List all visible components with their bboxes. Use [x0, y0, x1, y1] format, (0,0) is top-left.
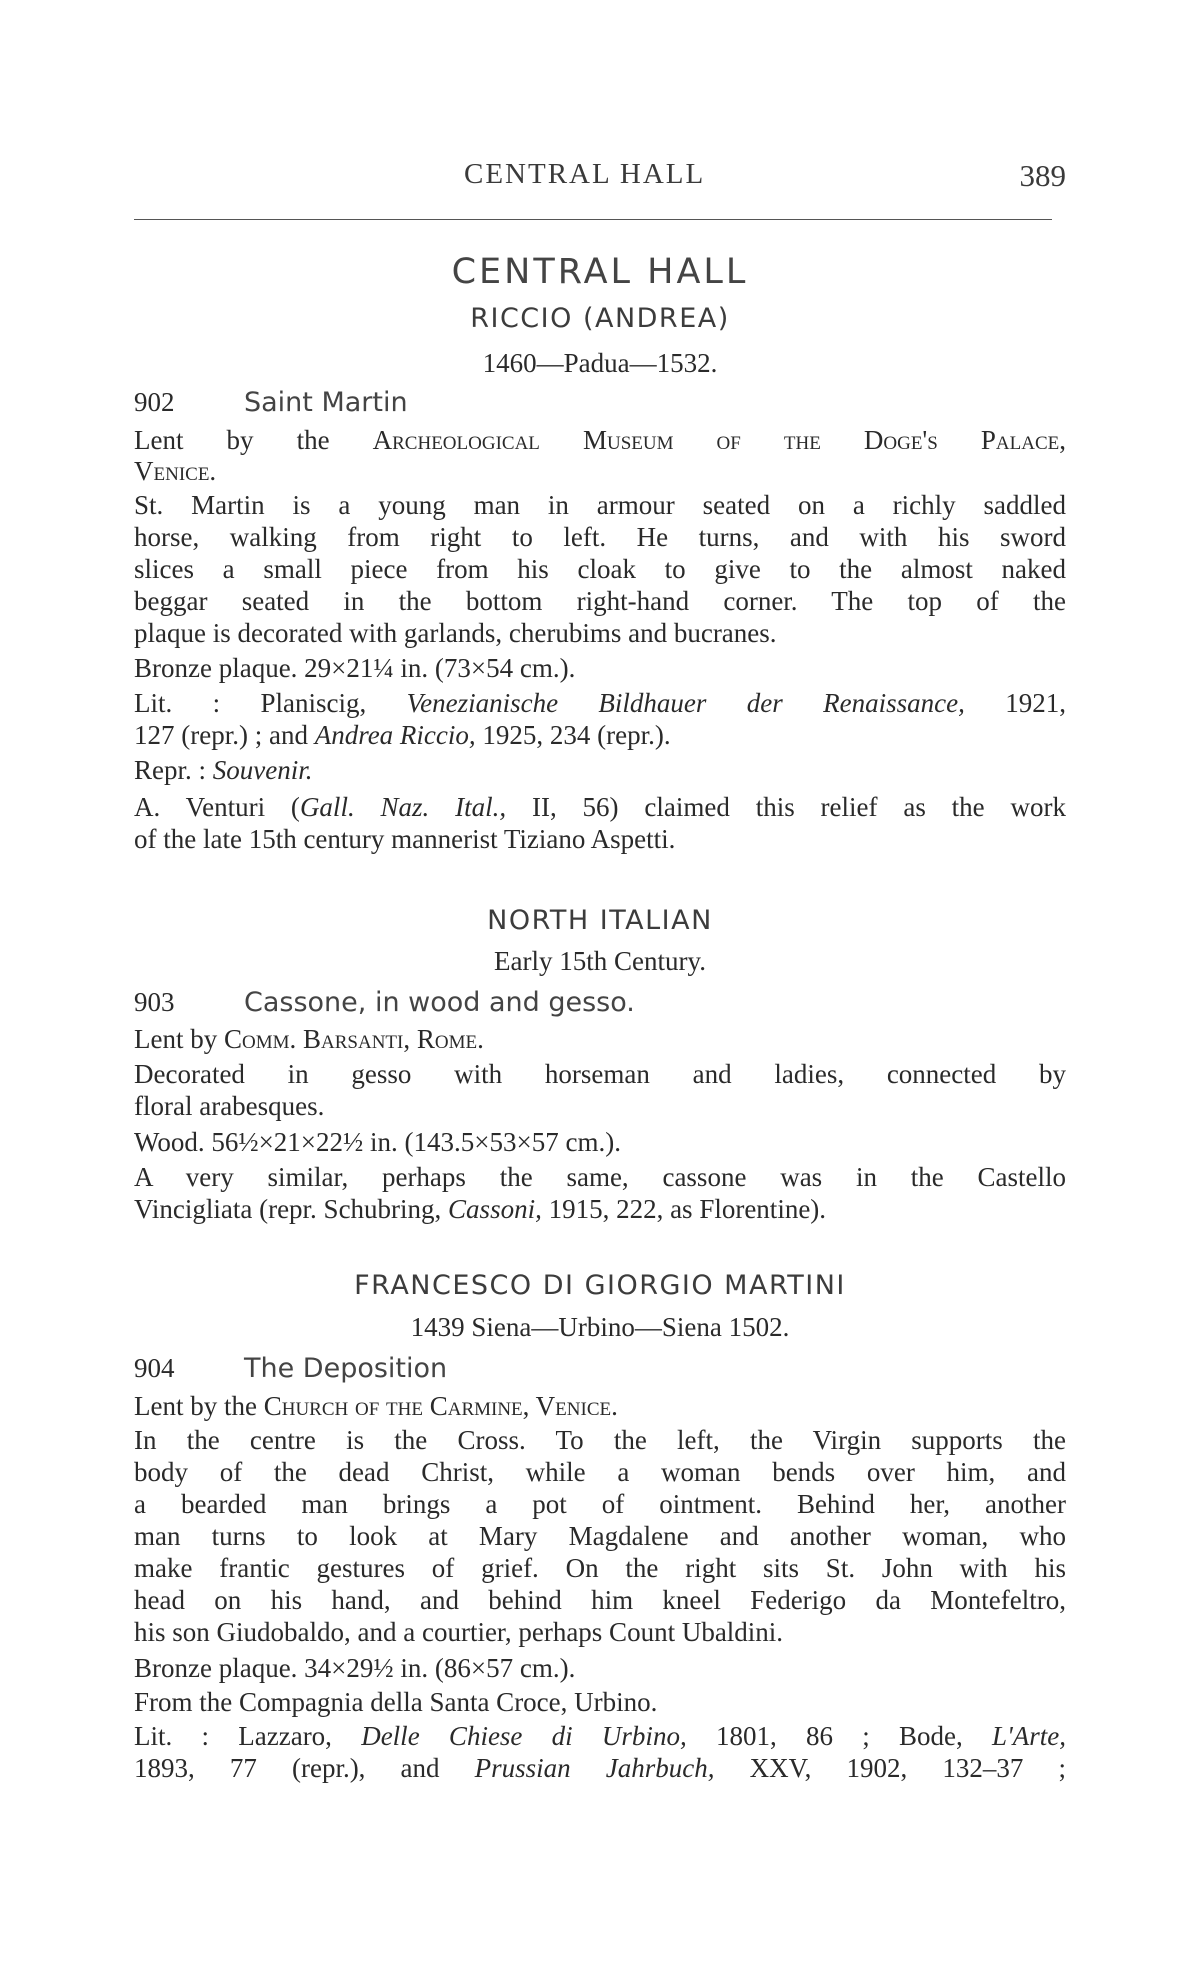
literature-line-1 — [134, 687, 1066, 719]
catalogue-number: 904 — [134, 1353, 175, 1383]
lender-prefix: Lent by the — [134, 1391, 257, 1421]
literature-text: 1921, — [964, 688, 1066, 718]
literature-line-1 — [134, 1720, 1066, 1752]
header-rule — [134, 219, 1052, 220]
running-header-title: CENTRAL HALL — [464, 158, 706, 190]
work-title: Saint Martin — [244, 387, 408, 418]
description-line: St. Martin is a young man in armour seated on a richly saddled — [134, 490, 1066, 520]
lender-line — [134, 1023, 1066, 1055]
literature-text: Lit. : Lazzaro, — [134, 1721, 362, 1751]
lender-prefix: Lent by — [134, 1024, 218, 1054]
catalogue-entry-heading — [134, 986, 1066, 1019]
page-number: 389 — [1019, 158, 1066, 193]
note-text: II, 56) claimed this relief as the work — [506, 792, 1066, 822]
medium-dimensions: Bronze plaque. 29×21¼ in. (73×54 cm.). — [134, 653, 576, 683]
reproduction-title: Souvenir. — [212, 755, 313, 785]
literature-title: Venezianische Bildhauer der Renaissance, — [406, 688, 965, 718]
work-title: Cassone, in wood and gesso. — [244, 987, 635, 1018]
literature-line-2 — [134, 719, 1066, 751]
description-line: body of the dead Christ, while a woman bends over him, and — [134, 1457, 1066, 1487]
catalogue-number: 902 — [134, 387, 175, 417]
lender-line-2: Venice. — [134, 456, 217, 486]
literature-title: Delle Chiese di Urbino, — [361, 1721, 687, 1751]
section-heading: CENTRAL HALL — [451, 252, 749, 292]
description-line: plaque is decorated with garlands, cherubims and bucranes. — [134, 618, 777, 648]
literature-text: 1801, 86 ; Bode, — [686, 1721, 992, 1751]
literature-line-2 — [134, 1752, 1066, 1784]
note-line-1: A very similar, perhaps the same, cassone was in the Castello — [134, 1162, 1066, 1192]
provenance: From the Compagnia della Santa Croce, Urbino. — [134, 1687, 658, 1717]
note-text: A. Venturi ( — [134, 792, 300, 822]
reproduction-label: Repr. : — [134, 755, 213, 785]
lender-line — [134, 1390, 1066, 1422]
literature-text: XXV, 1902, 132–37 ; — [714, 1753, 1066, 1783]
note-line-1 — [134, 791, 1066, 823]
artist-name: NORTH ITALIAN — [487, 905, 713, 936]
artist-name: RICCIO (ANDREA) — [470, 303, 730, 334]
literature-text: 1925, 234 (repr.). — [475, 720, 671, 750]
lender-prefix: Lent by the — [134, 425, 330, 455]
lender-name: Comm. Barsanti, Rome. — [223, 1024, 484, 1054]
description-line: a bearded man brings a pot of ointment. Behind her, another — [134, 1489, 1066, 1519]
note-text: 1915, 222, as Florentine). — [541, 1194, 827, 1224]
literature-text: 127 (repr.) ; and — [134, 720, 315, 750]
medium-dimensions: Wood. 56½×21×22½ in. (143.5×53×57 cm.). — [134, 1127, 621, 1157]
description-line: Decorated in gesso with horseman and ladies, connected by — [134, 1059, 1066, 1089]
note-text: Vincigliata (repr. Schubring, — [134, 1194, 449, 1224]
description-line: floral arabesques. — [134, 1091, 325, 1121]
lender-name: Archeological Museum of the Doge's Palace, — [372, 425, 1067, 455]
note-line-2: of the late 15th century mannerist Tiziano Aspetti. — [134, 824, 676, 854]
artist-name: FRANCESCO DI GIORGIO MARTINI — [354, 1270, 846, 1301]
artist-dates: 1439 Siena—Urbino—Siena 1502. — [410, 1312, 790, 1342]
description-line: slices a small piece from his cloak to give to the almost naked — [134, 554, 1066, 584]
note-line-2 — [134, 1193, 1066, 1225]
description-line: horse, walking from right to left. He turns, and with his sword — [134, 522, 1066, 552]
lender-line-1 — [134, 424, 1066, 456]
description-line: In the centre is the Cross. To the left, the Virgin supports the — [134, 1425, 1066, 1455]
artist-dates: Early 15th Century. — [494, 946, 706, 976]
literature-title: Prussian Jahrbuch, — [474, 1753, 715, 1783]
literature-title: L'Arte, — [991, 1721, 1067, 1751]
description-line: his son Giudobaldo, and a courtier, perhaps Count Ubaldini. — [134, 1617, 784, 1647]
artist-dates: 1460—Padua—1532. — [482, 348, 718, 378]
catalogue-number: 903 — [134, 987, 175, 1017]
medium-dimensions: Bronze plaque. 34×29½ in. (86×57 cm.). — [134, 1653, 576, 1683]
description-line: man turns to look at Mary Magdalene and another woman, who — [134, 1521, 1066, 1551]
description-line: make frantic gestures of grief. On the right sits St. John with his — [134, 1553, 1066, 1583]
reproduction-line — [134, 754, 1066, 786]
catalogue-entry-heading — [134, 1352, 1066, 1385]
running-header — [134, 158, 1066, 198]
description-line: beggar seated in the bottom right-hand corner. The top of the — [134, 586, 1066, 616]
literature-text: 1893, 77 (repr.), and — [134, 1753, 475, 1783]
note-title: Gall. Naz. Ital., — [299, 792, 507, 822]
note-title: Cassoni, — [448, 1194, 542, 1224]
literature-text: Lit. : Planiscig, — [134, 688, 407, 718]
lender-name: Church of the Carmine, Venice. — [263, 1391, 618, 1421]
description-line: head on his hand, and behind him kneel Federigo da Montefeltro, — [134, 1585, 1066, 1615]
catalogue-entry-heading — [134, 386, 1066, 419]
work-title: The Deposition — [244, 1353, 448, 1384]
literature-title: Andrea Riccio, — [314, 720, 476, 750]
